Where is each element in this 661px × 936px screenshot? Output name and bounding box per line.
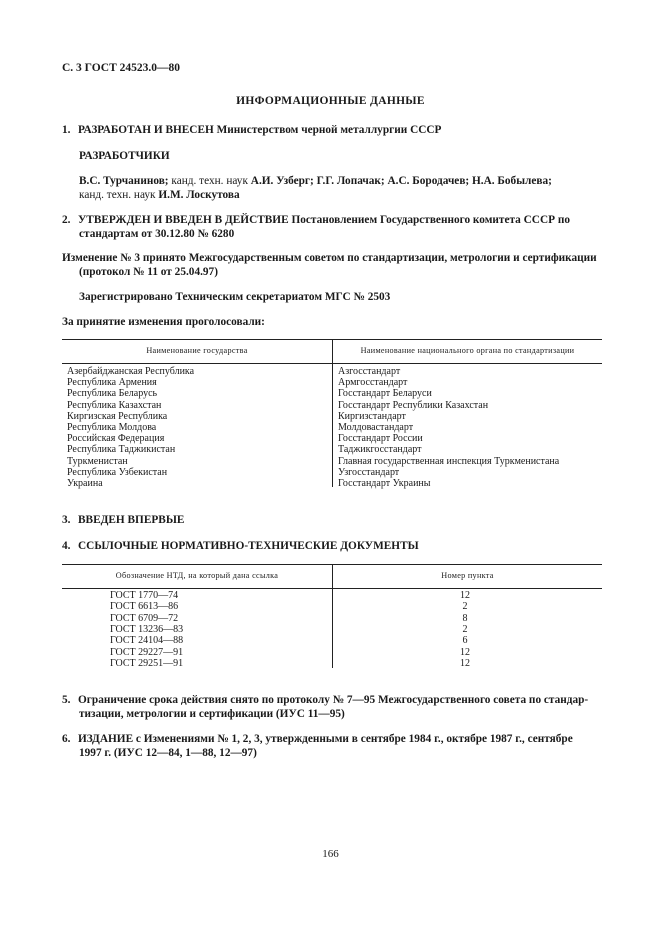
page-number: 166	[322, 848, 339, 860]
vote-row-state: Украина	[67, 478, 103, 489]
developers-line-2	[79, 189, 619, 203]
section-6-line-1: ИЗДАНИЕ с Изменениями № 1, 2, 3, утвержденными в сентябре 1984 г., октябре 1987 г., сентябре	[78, 733, 573, 745]
section-3-number: 3.	[62, 514, 71, 526]
vote-row-organ: Госстандарт Беларуси	[338, 388, 432, 400]
change-line-2: (протокол № 11 от 25.04.97)	[79, 266, 218, 278]
developer-name: В.С. Турчанинов;	[79, 175, 169, 187]
section-5-line-2: тизации, метрологии и сертификации (ИУС 11—95)	[79, 708, 345, 720]
ref-row-doc: ГОСТ 13236—83	[110, 623, 184, 635]
page-header: С. 3 ГОСТ 24523.0—80	[62, 62, 181, 74]
ref-row-doc: ГОСТ 29227—91	[110, 646, 184, 658]
ref-col-item-header: Номер пункта	[441, 571, 494, 580]
ref-row-doc: ГОСТ 29251—91	[110, 657, 184, 669]
section-4	[62, 540, 602, 554]
section-2	[62, 214, 607, 228]
ref-row-item: 6	[462, 635, 468, 647]
developer-degree-2: канд. техн. наук	[79, 189, 156, 201]
section-1	[62, 124, 602, 138]
section-2-heading: УТВЕРЖДЕН И ВВЕДЕН В ДЕЙСТВИЕ	[78, 214, 289, 226]
section-2-line-1: Постановлением Государственного комитета СССР по	[291, 214, 571, 226]
section-2-number: 2.	[62, 214, 71, 226]
vote-row-state: Республика Беларусь	[67, 388, 158, 400]
ref-row-item: 2	[462, 601, 468, 613]
developer-names: А.И. Узберг; Г.Г. Лопачак; А.С. Бородачев; Н.А. Бобылева;	[250, 175, 552, 187]
developer-name-2: И.М. Лоскутова	[158, 189, 240, 201]
vote-row-state: Туркменистан	[67, 455, 128, 467]
section-2-line-2: стандартам от 30.12.80 № 6280	[79, 228, 235, 240]
section-5-number: 5.	[62, 694, 71, 706]
ref-row-item: 8	[462, 612, 468, 624]
ref-row-doc: ГОСТ 6613—86	[110, 601, 179, 613]
vote-col-organ-header: Наименование национального органа по стандартизации	[360, 346, 575, 355]
section-5-line-1: Ограничение срока действия снято по протоколу № 7—95 Межгосударственного совета по стандар-	[78, 694, 589, 706]
ref-row-doc: ГОСТ 6709—72	[110, 612, 179, 624]
developers-heading: РАЗРАБОТЧИКИ	[79, 150, 170, 162]
vote-row-state: Республика Узбекистан	[67, 466, 168, 478]
vote-row-organ: Армгосстандарт	[338, 377, 408, 389]
section-6	[62, 733, 607, 747]
section-4-number: 4.	[62, 540, 71, 552]
section-1-text: Министерством черной металлургии СССР	[216, 124, 442, 136]
vote-row-organ: Азгосстандарт	[338, 366, 401, 377]
section-4-text: ССЫЛОЧНЫЕ НОРМАТИВНО-ТЕХНИЧЕСКИЕ ДОКУМЕНТЫ	[78, 540, 419, 552]
section-3-text: ВВЕДЕН ВПЕРВЫЕ	[78, 514, 185, 526]
section-1-number: 1.	[62, 124, 71, 136]
section-5	[62, 694, 607, 708]
ref-col-doc-header: Обозначение НТД, на который дана ссылка	[115, 571, 279, 580]
vote-row-state: Республика Таджикистан	[67, 444, 176, 456]
table-column-divider	[332, 339, 333, 487]
section-6-line-2: 1997 г. (ИУС 12—84, 1—88, 12—97)	[79, 747, 257, 759]
developers-line-1	[79, 175, 604, 189]
vote-row-organ: Госстандарт Республики Казахстан	[338, 399, 489, 411]
section-1-heading: РАЗРАБОТАН И ВНЕСЕН	[78, 124, 214, 136]
vote-row-organ: Главная государственная инспекция Туркменистана	[338, 455, 560, 467]
ref-row-item: 12	[460, 590, 470, 601]
ref-row-item: 12	[460, 657, 470, 669]
registered-note: Зарегистрировано Техническим секретариатом МГС № 2503	[79, 291, 391, 303]
vote-row-organ: Госстандарт России	[338, 433, 423, 445]
vote-row-organ: Молдовастандарт	[338, 422, 414, 433]
vote-col-state-header: Наименование государства	[146, 346, 248, 355]
ref-row-doc: ГОСТ 24104—88	[110, 635, 184, 647]
change-line-1: Изменение № 3 принято Межгосударственным советом по стандартизации, метрологии и сертификации	[62, 252, 597, 264]
vote-row-state: Республика Армения	[67, 377, 157, 389]
developer-degree: канд. техн. наук	[171, 175, 248, 187]
vote-row-state: Киргизская Республика	[67, 410, 168, 422]
vote-row-organ: Узгосстандарт	[338, 466, 400, 478]
vote-row-organ: Таджикгосстандарт	[338, 444, 422, 456]
vote-row-state: Республика Казахстан	[67, 399, 162, 411]
section-3	[62, 514, 602, 528]
ref-row-item: 2	[462, 623, 468, 635]
page-title: ИНФОРМАЦИОННЫЕ ДАННЫЕ	[236, 95, 425, 107]
ref-row-item: 12	[460, 646, 470, 658]
vote-row-state: Российская Федерация	[67, 433, 165, 445]
voted-note: За принятие изменения проголосовали:	[62, 316, 265, 328]
section-6-number: 6.	[62, 733, 71, 745]
vote-row-state: Азербайджанская Республика	[67, 366, 195, 377]
vote-row-organ: Госстандарт Украины	[338, 478, 431, 489]
vote-row-state: Республика Молдова	[67, 422, 157, 433]
vote-row-organ: Киргизстандарт	[338, 410, 406, 422]
ref-row-doc: ГОСТ 1770—74	[110, 590, 179, 601]
